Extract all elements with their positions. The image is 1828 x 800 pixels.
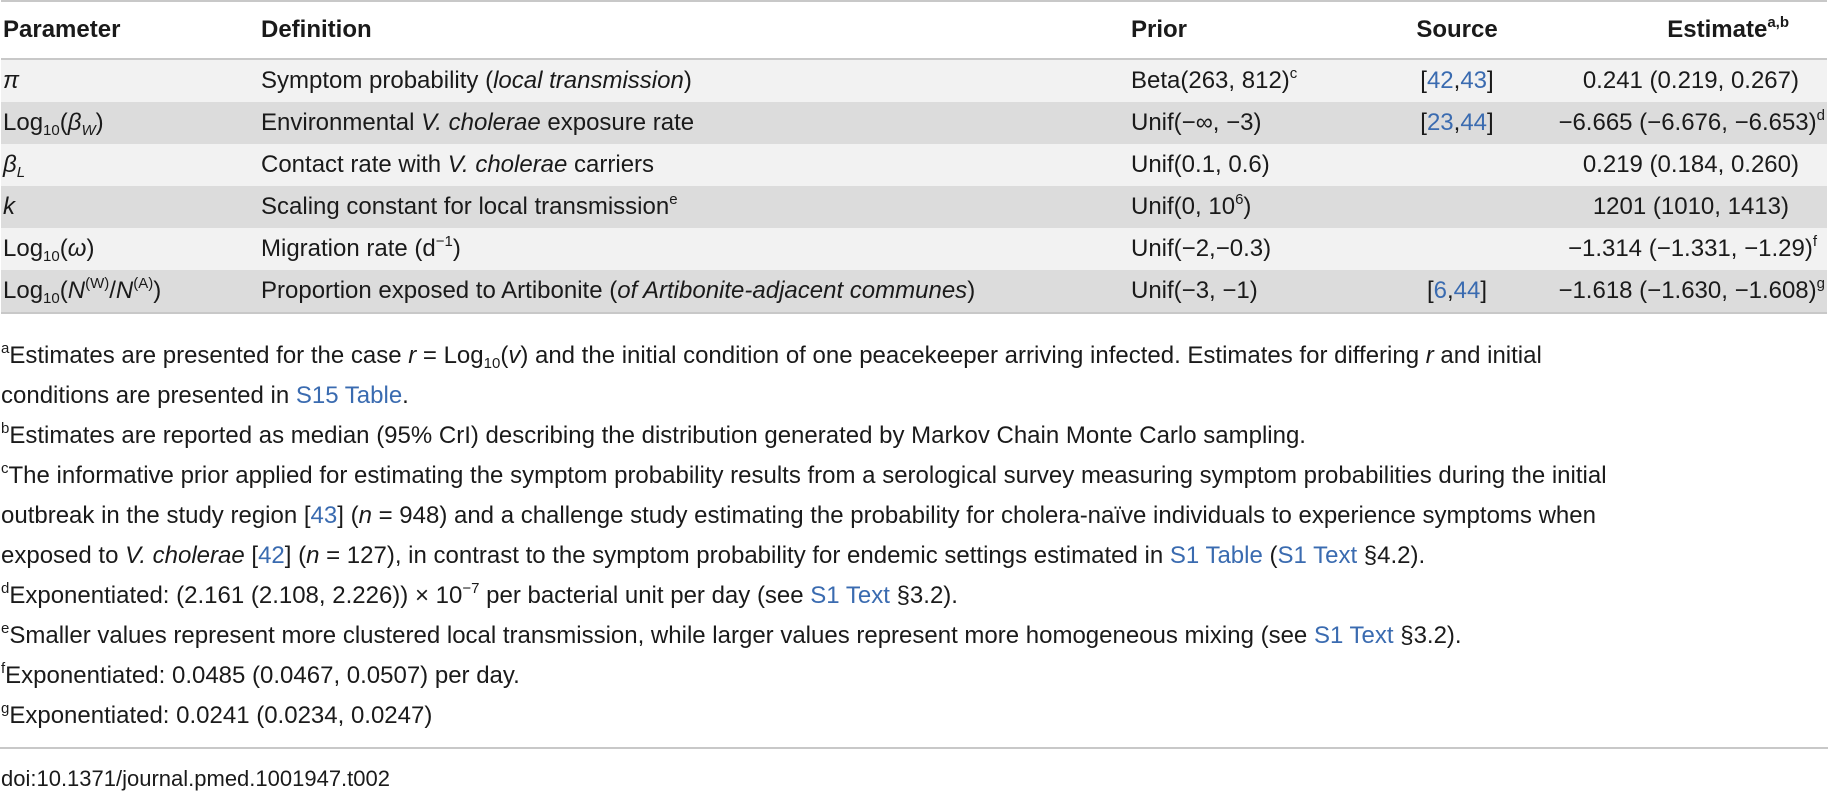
param-subscript: L [16,164,26,181]
param-text: Log [3,277,44,304]
cell-source [1377,102,1537,144]
footnote-text: Estimates are reported as median (95% CrI) describing the distribution generated by Markov Chain Monte Carlo sampling. [9,422,1306,449]
cell-definition [259,59,1129,102]
supplement-link[interactable]: S1 Text [1313,622,1394,649]
parameter-table [1,0,1827,314]
param-symbol: β [67,109,82,136]
supplement-link[interactable]: S15 Table [295,382,403,409]
footnote-text: Smaller values represent more clustered local transmission, while larger values represent more homogeneous mixing (see [9,622,1314,649]
definition-text: ) [452,235,461,262]
cell-definition [259,186,1129,228]
footnote-mark: a [1,340,10,357]
footnote-text: and initial [1433,342,1542,369]
cell-prior [1129,228,1377,270]
definition-text: Proportion exposed to Artibonite ( [261,277,618,304]
cell-estimate [1537,59,1827,102]
param-text: ) [153,277,162,304]
supplement-link[interactable]: S1 Text [810,582,890,609]
footnote-mark: f [1,660,6,677]
cell-prior [1129,186,1377,228]
bracket: ] [1487,67,1494,94]
footnote-text: ( [1262,542,1278,569]
footnote-mark: b [1,420,10,437]
param-text: ) [95,109,104,136]
cell-source [1377,270,1537,313]
footnote-a [1,336,1827,416]
table-row [1,270,1827,313]
cell-estimate [1537,270,1827,313]
footnote-b [1,416,1827,456]
footnote-text: Exponentiated: (2.161 (2.108, 2.226)) × 10 [9,582,463,609]
prior-text: Unif(0, 10 [1131,193,1236,220]
cell-prior [1129,144,1377,186]
footnote-italic: r [408,342,417,369]
reference-link[interactable]: 6 [1433,277,1447,304]
footnote-text: [ [244,542,259,569]
header-definition: Definition [261,16,372,43]
definition-text: Symptom probability ( [261,67,494,94]
cell-estimate [1537,186,1827,228]
doi-label: doi:10.1371/journal.pmed.1001947.t002 [1,766,390,791]
supplement-link[interactable]: S1 Text [1277,542,1358,569]
header-source: Source [1416,16,1498,43]
footnote-text: . [402,382,409,409]
footnote-mark: f [1812,233,1817,250]
cell-estimate [1537,228,1827,270]
cell-parameter [1,228,259,270]
definition-text: carriers [567,151,655,178]
footnote-mark: e [669,191,678,208]
estimate-text: −1.618 (−1.630, −1.608) [1558,277,1817,304]
prior-text: Beta(263, 812) [1131,67,1290,94]
estimate-text: 1201 (1010, 1413) [1592,193,1789,220]
param-superscript: (A) [133,275,154,292]
param-subscript: 10 [43,248,60,265]
prior-text: Unif(−2,−0.3) [1131,235,1272,262]
reference-link[interactable]: 42 [1426,67,1454,94]
prior-text: Unif(−3, −1) [1131,277,1258,304]
footnote-exponent: −7 [462,580,480,597]
definition-text: exposure rate [540,109,695,136]
cell-parameter [1,186,259,228]
table-row [1,228,1827,270]
supplement-link[interactable]: S1 Table [1169,542,1263,569]
cell-source [1377,144,1537,186]
bracket: ] [1487,109,1494,136]
reference-link[interactable]: 42 [258,542,285,569]
header-prior: Prior [1131,16,1188,43]
separator: , [1453,109,1461,136]
param-text: ( [59,235,68,262]
param-symbol: ω [67,235,87,262]
footnote-text: = Log [416,342,484,369]
definition-text: Contact rate with [261,151,448,178]
cell-prior [1129,270,1377,313]
definition-text: Scaling constant for local transmission [261,193,670,220]
table-footnotes [1,336,1827,736]
footnote-text: ] ( [284,542,307,569]
param-text: ( [59,109,68,136]
footnote-mark: e [1,620,10,637]
footnote-text: Exponentiated: 0.0485 (0.0467, 0.0507) per day. [5,662,520,689]
param-text: ) [86,235,95,262]
parameter-table-figure [0,0,1828,314]
footnote-mark: d [1816,107,1825,124]
footnote-text: exposed to [1,542,126,569]
footnote-text: §4.2). [1357,542,1426,569]
param-text: / [109,277,116,304]
estimate-text: −1.314 (−1.331, −1.29) [1567,235,1813,262]
footnote-text: Exponentiated: 0.0241 (0.0234, 0.0247) [9,702,433,729]
unit-exponent: −1 [435,233,453,250]
cell-estimate [1537,144,1827,186]
cell-source [1377,59,1537,102]
footnote-italic: V. cholerae [125,542,245,569]
footnote-d [1,576,1827,616]
bracket: [ [1426,277,1434,304]
footnote-text: = 948) and a challenge study estimating the probability for cholera-naïve individuals to experience symptoms when [371,502,1596,529]
cell-parameter [1,102,259,144]
bracket: [ [1420,67,1427,94]
table-row [1,102,1827,144]
footnote-e [1,616,1827,656]
header-parameter: Parameter [3,16,121,43]
definition-text: ) [683,67,692,94]
reference-link[interactable]: 43 [310,502,338,529]
cell-prior [1129,59,1377,102]
reference-link[interactable]: 23 [1426,109,1454,136]
footnote-f [1,656,1827,696]
footnote-text: The informative prior applied for estimating the symptom probability results from a serological survey measuring symptom probabilities during the initial [8,462,1607,489]
param-symbol: π [3,67,20,94]
definition-text: Migration rate (d [261,235,436,262]
header-estimate-label: Estimate [1667,16,1768,43]
definition-text: Environmental [261,109,422,136]
param-subscript: 10 [43,290,60,307]
footnote-italic: n [306,542,320,569]
param-symbol: β [3,151,17,178]
footnote-text: Estimates are presented for the case [9,342,409,369]
footnote-c [1,456,1827,576]
footnote-text: = 127), in contrast to the symptom probability for endemic settings estimated in [319,542,1170,569]
definition-italic: V. cholerae [421,109,541,136]
cell-prior [1129,102,1377,144]
cell-estimate [1537,102,1827,144]
param-text: ( [59,277,68,304]
footnote-g [1,696,1827,736]
estimate-text: −6.665 (−6.676, −6.653) [1558,109,1817,136]
cell-source [1377,186,1537,228]
footnote-text: §3.2). [1393,622,1462,649]
cell-parameter [1,144,259,186]
footnote-italic: n [358,502,372,529]
prior-text: Unif(0.1, 0.6) [1131,151,1270,178]
cell-parameter [1,270,259,313]
footnote-text: ] ( [337,502,359,529]
bracket: [ [1420,109,1427,136]
param-symbol: N [67,277,86,304]
param-text: Log [3,235,44,262]
table-header-row [1,1,1827,59]
reference-link[interactable]: 44 [1460,109,1488,136]
header-estimate-footnote-marks: a,b [1767,14,1789,31]
definition-italic: V. cholerae [447,151,568,178]
separator: , [1446,277,1454,304]
footnote-italic: v [508,342,521,369]
table-row [1,144,1827,186]
footnote-mark: c [1289,65,1298,82]
param-text: Log [3,109,44,136]
cell-parameter [1,59,259,102]
definition-italic: of Artibonite-adjacent communes [617,277,968,304]
estimate-text: 0.219 (0.184, 0.260) [1582,151,1799,178]
param-symbol: k [3,193,15,220]
footnote-text: ) and the initial condition of one peacekeeper arriving infected. Estimates for differing [520,342,1426,369]
footnote-mark: g [1,700,10,717]
param-subscript: 10 [43,122,60,139]
prior-text: ) [1243,193,1252,220]
cell-definition [259,102,1129,144]
prior-text: Unif(−∞, −3) [1131,109,1262,136]
footnote-mark: c [1,460,9,477]
footnote-text: outbreak in the study region [ [1,502,311,529]
prior-exponent: 6 [1235,191,1244,208]
cell-definition [259,228,1129,270]
table-row [1,59,1827,102]
footnote-subscript: 10 [483,355,501,372]
footnote-text: per bacterial unit per day (see [479,582,811,609]
reference-link[interactable]: 44 [1453,277,1481,304]
param-superscript: (W) [85,275,110,292]
param-subscript: W [81,122,96,139]
param-symbol: N [115,277,134,304]
footnote-text: ( [500,342,509,369]
bottom-divider [0,747,1828,749]
footnote-mark: g [1816,275,1825,292]
definition-text: ) [967,277,976,304]
table-row [1,186,1827,228]
cell-definition [259,270,1129,313]
estimate-text: 0.241 (0.219, 0.267) [1582,67,1799,94]
definition-italic: local transmission [493,67,684,94]
footnote-italic: r [1425,342,1434,369]
header-estimate [1537,1,1827,59]
separator: , [1453,67,1461,94]
footnote-text: conditions are presented in [1,382,296,409]
footnote-mark: d [1,580,10,597]
reference-link[interactable]: 43 [1460,67,1488,94]
cell-source [1377,228,1537,270]
cell-definition [259,144,1129,186]
footnote-text: §3.2). [889,582,958,609]
bracket: ] [1480,277,1488,304]
